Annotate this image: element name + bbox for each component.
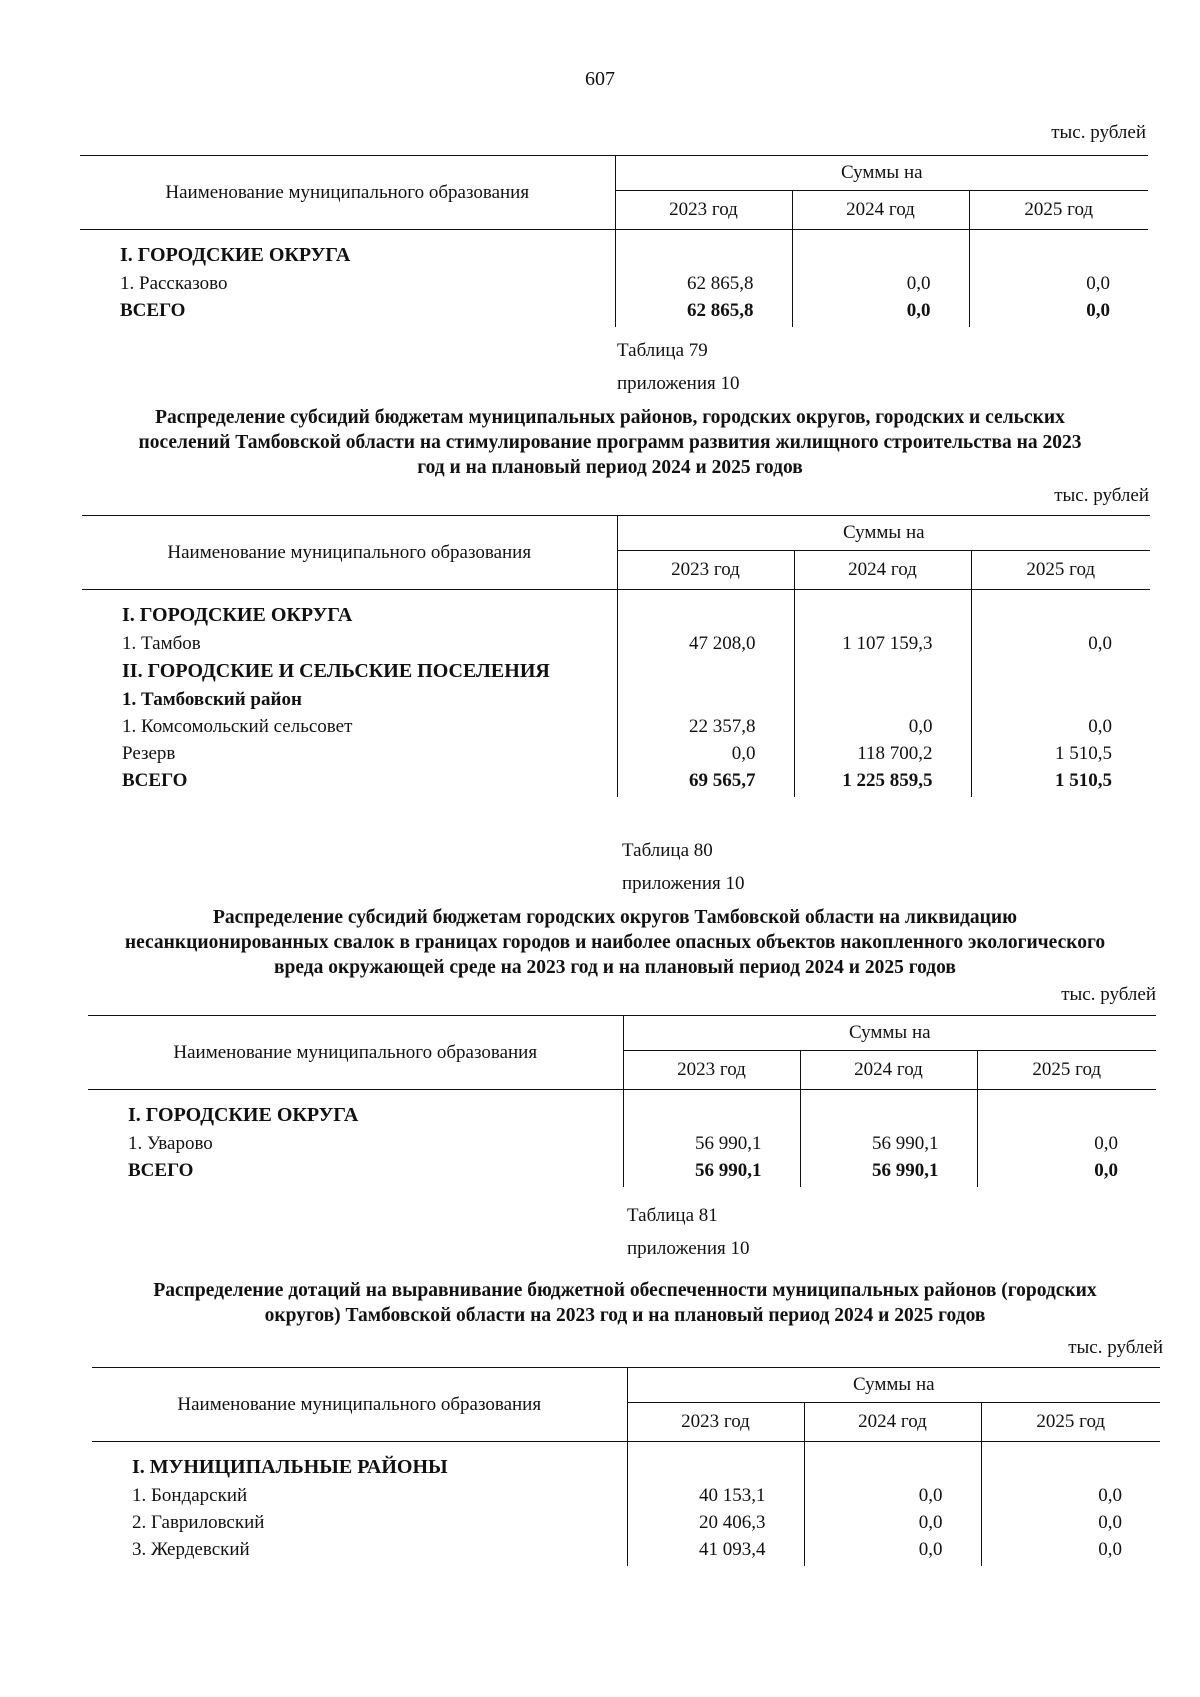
table-row [82,604,1150,633]
value-2024: 0,0 [804,1539,981,1566]
header-year-2025: 2025 год [977,1051,1156,1090]
value-2025: 1 510,5 [1055,743,1112,764]
header-year-2024: 2024 год [800,1051,977,1090]
units-label: тыс. рублей [1061,984,1156,1005]
table-row [88,1133,1156,1160]
value-2025: 0,0 [1094,1133,1118,1154]
value-2023 [617,604,794,633]
units-label: тыс. рублей [1054,485,1149,506]
value-2024 [800,1104,977,1133]
table-81-appendix: приложения 10 [627,1238,750,1259]
row-name: 1. Уварово [128,1133,213,1154]
header-year-2023: 2023 год [615,191,792,230]
value-2024 [794,689,971,716]
value-2023: 40 153,1 [627,1485,804,1512]
value-2024: 0,0 [794,716,971,743]
row-name: 1. Тамбов [122,633,201,654]
value-2023 [615,244,792,273]
table-row [80,273,1148,300]
table-row [88,1104,1156,1133]
header-year-2024: 2024 год [804,1403,981,1442]
row-name: II. ГОРОДСКИЕ И СЕЛЬСКИЕ ПОСЕЛЕНИЯ [122,660,550,682]
table-row [92,1539,1160,1566]
value-2023 [627,1456,804,1485]
table-row [92,1485,1160,1512]
table-row [82,689,1150,716]
table-80-appendix: приложения 10 [622,873,745,894]
header-sums: Суммы на [615,156,1148,191]
units-label: тыс. рублей [1051,122,1146,143]
value-2024 [804,1456,981,1485]
page-number: 607 [585,68,615,90]
value-2025: 0,0 [1094,1160,1118,1181]
value-2025: 0,0 [1098,1485,1122,1506]
header-year-2024: 2024 год [792,191,969,230]
table-row [80,244,1148,273]
table-79-number: Таблица 79 [617,340,708,361]
header-year-2025: 2025 год [969,191,1148,230]
budget-table-81 [92,1367,1160,1566]
header-name-column: Наименование муниципального образования [92,1368,627,1442]
value-2025: 0,0 [1086,273,1110,294]
table-row [88,1160,1156,1187]
header-year-2025: 2025 год [981,1403,1160,1442]
value-2024: 0,0 [804,1485,981,1512]
table-79-title: Распределение субсидий бюджетам муниципальных районов, городских округов, городских и сельских поселений Тамбовской области на стимулирование программ развития жилищного строительства на 2023 год и на плановый период 2024 и 2025 годов [138,407,1082,478]
row-name: I. МУНИЦИПАЛЬНЫЕ РАЙОНЫ [132,1456,448,1478]
table-80-title: Распределение субсидий бюджетам городских округов Тамбовской области на ликвидацию несанкционированных свалок в границах городов и наиболее опасных объектов накопленного экологического вреда окружающей среде на 2023 год и на плановый период 2024 и 2025 годов [124,907,1106,978]
value-2024: 0,0 [804,1512,981,1539]
value-2023: 20 406,3 [627,1512,804,1539]
header-name-column: Наименование муниципального образования [80,156,615,230]
header-year-2023: 2023 год [627,1403,804,1442]
row-name: 2. Гавриловский [132,1512,265,1533]
value-2024 [794,604,971,633]
budget-table-79 [82,515,1150,797]
header-name-column: Наименование муниципального образования [82,516,617,590]
value-2023: 22 357,8 [617,716,794,743]
table-row [82,660,1150,689]
table-row [82,770,1150,797]
value-2023: 41 093,4 [627,1539,804,1566]
header-year-2023: 2023 год [617,551,794,590]
table-row [82,716,1150,743]
row-name: 1. Бондарский [132,1485,248,1506]
value-2024: 118 700,2 [794,743,971,770]
value-2025 [971,604,1150,633]
row-name: 1. Рассказово [120,273,228,294]
value-2024 [792,244,969,273]
header-year-2023: 2023 год [623,1051,800,1090]
row-name: ВСЕГО [122,770,188,791]
row-name: ВСЕГО [128,1160,194,1181]
value-2024 [794,660,971,689]
value-2024: 56 990,1 [800,1133,977,1160]
value-2023 [623,1104,800,1133]
header-sums: Суммы на [617,516,1150,551]
value-2025 [977,1104,1156,1133]
table-row [80,300,1148,327]
header-year-2025: 2025 год [971,551,1150,590]
value-2025: 0,0 [1086,300,1110,321]
header-sums: Суммы на [627,1368,1160,1403]
row-name: 1. Тамбовский район [122,689,302,710]
value-2023: 62 865,8 [615,273,792,300]
row-name: 1. Комсомольский сельсовет [122,716,353,737]
value-2023: 62 865,8 [615,300,792,327]
row-name: Резерв [122,743,176,764]
table-row [82,743,1150,770]
row-name: I. ГОРОДСКИЕ ОКРУГА [120,244,351,266]
table-row [92,1512,1160,1539]
row-name: ВСЕГО [120,300,186,321]
value-2023: 56 990,1 [623,1160,800,1187]
value-2023: 56 990,1 [623,1133,800,1160]
row-name: 3. Жердевский [132,1539,250,1560]
table-row [92,1456,1160,1485]
row-name: I. ГОРОДСКИЕ ОКРУГА [122,604,353,626]
value-2025: 0,0 [1088,633,1112,654]
table-80-number: Таблица 80 [622,840,713,861]
units-label: тыс. рублей [1068,1337,1163,1358]
value-2023: 47 208,0 [617,633,794,660]
value-2025 [971,660,1150,689]
value-2024: 1 225 859,5 [794,770,971,797]
table-81-title: Распределение дотаций на выравнивание бюджетной обеспеченности муниципальных районов (городских округов) Тамбовской области на 2023 год и на плановый период 2024 и 2025 годов [153,1280,1097,1326]
value-2025 [969,244,1148,273]
value-2023: 69 565,7 [617,770,794,797]
value-2025: 0,0 [1088,716,1112,737]
table-79-appendix: приложения 10 [617,373,740,394]
budget-table-80 [88,1015,1156,1187]
row-name: I. ГОРОДСКИЕ ОКРУГА [128,1104,359,1126]
value-2025 [971,689,1150,716]
value-2024: 0,0 [792,273,969,300]
table-81-number: Таблица 81 [627,1205,718,1226]
value-2023: 0,0 [617,743,794,770]
header-year-2024: 2024 год [794,551,971,590]
budget-table-continuation [80,155,1148,327]
value-2024: 56 990,1 [800,1160,977,1187]
value-2025: 0,0 [1098,1512,1122,1533]
value-2024: 0,0 [792,300,969,327]
value-2025: 0,0 [1098,1539,1122,1560]
header-sums: Суммы на [623,1016,1156,1051]
header-name-column: Наименование муниципального образования [88,1016,623,1090]
value-2023 [617,689,794,716]
value-2025: 1 510,5 [1055,770,1112,791]
value-2024: 1 107 159,3 [794,633,971,660]
table-row [82,633,1150,660]
value-2025 [981,1456,1160,1485]
value-2023 [617,660,794,689]
